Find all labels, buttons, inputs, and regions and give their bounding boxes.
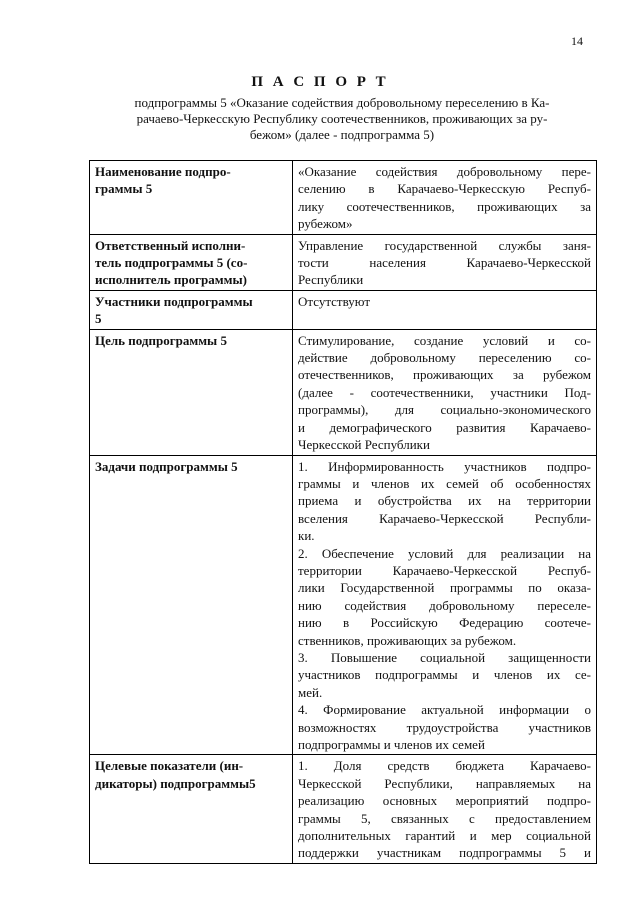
value-paragraph	[298, 757, 591, 861]
value-line: 3. Повышение социальной защищенности	[298, 649, 591, 665]
value-line: лику соотечественников, проживающих за	[298, 198, 591, 214]
value-line: программы), для социально-экономического	[298, 402, 591, 418]
row-label	[90, 329, 293, 455]
value-paragraph	[298, 163, 591, 233]
value-line: и демографического развития Карачаево-	[298, 419, 591, 435]
value-line: приема и обустройства их на территории	[298, 493, 591, 509]
value-line: Отсутствуют	[298, 293, 371, 309]
table-row	[90, 329, 597, 455]
row-value	[293, 161, 597, 235]
value-line: Республики	[298, 272, 364, 288]
value-line: вселения Карачаево-Черкесской Республи-	[298, 510, 591, 526]
label-line: дикаторы) подпрограммы5	[95, 775, 256, 791]
label-line: Целевые показатели (ин-	[95, 758, 244, 774]
value-paragraph	[298, 701, 591, 753]
label-line: 5	[95, 311, 102, 327]
label-line: исполнитель программы)	[95, 272, 247, 288]
row-value	[293, 290, 597, 329]
value-line: Черкесской Республики	[298, 437, 430, 453]
row-value	[293, 234, 597, 290]
value-line: тости населения Карачаево-Черкесской	[298, 255, 591, 271]
row-label	[90, 755, 293, 863]
value-line: возможностях трудоустройства участников	[298, 719, 591, 735]
subtitle-line: рачаево-Черкесскую Республику соотечественников, проживающих за ру-	[136, 111, 548, 126]
table-row	[90, 161, 597, 235]
value-line: нию в Российскую Федерацию соотече-	[298, 615, 591, 631]
value-line: подпрограммы и членов их семей	[298, 737, 485, 752]
label-line: Участники подпрограммы	[95, 293, 253, 309]
value-paragraph	[298, 458, 591, 545]
label-line: Задачи подпрограммы 5	[95, 458, 238, 474]
value-paragraph	[298, 237, 591, 289]
value-line: 2. Обеспечение условий для реализации на	[298, 545, 591, 561]
value-line: ки.	[298, 528, 315, 544]
table-row	[90, 290, 597, 329]
value-line: нию содействия добровольному переселе-	[298, 597, 591, 613]
value-line: поддержки участникам подпрограммы 5 и	[298, 845, 591, 861]
value-line: рубежом»	[298, 216, 353, 232]
value-line: граммы и членов их семей об особенностях	[298, 475, 591, 491]
document-title: П А С П О Р Т	[251, 74, 389, 90]
value-line: лики Государственной программы по оказа-	[298, 580, 591, 596]
label-line: Цель подпрограммы 5	[95, 332, 227, 348]
value-line: отечественников, проживающих за рубежом	[298, 367, 591, 383]
value-line: Черкесской Республики, направляемых на	[298, 775, 591, 791]
value-line: Стимулирование, создание условий и со-	[298, 332, 591, 348]
row-label	[90, 455, 293, 755]
label-line: тель подпрограммы 5 (со-	[95, 255, 248, 271]
row-value	[293, 455, 597, 755]
label-line: граммы 5	[95, 181, 153, 197]
table-row	[90, 234, 597, 290]
passport-table	[89, 160, 597, 864]
value-line: действие добровольному переселению со-	[298, 350, 591, 366]
table-row	[90, 455, 597, 755]
value-paragraph	[298, 332, 591, 454]
row-value	[293, 755, 597, 863]
value-line: дополнительных гарантий и мер социальной	[298, 828, 591, 844]
value-line: Управление государственной службы заня-	[298, 237, 591, 253]
value-line: реализацию основных мероприятий подпро-	[298, 793, 591, 809]
row-label	[90, 234, 293, 290]
value-line: граммы 5, связанных с предоставлением	[298, 810, 591, 826]
value-line: ственников, проживающих за рубежом.	[298, 632, 517, 648]
document-subtitle	[92, 95, 592, 143]
row-label	[90, 290, 293, 329]
label-line: Наименование подпро-	[95, 164, 231, 179]
value-line: 1. Доля средств бюджета Карачаево-	[298, 758, 591, 774]
row-label	[90, 161, 293, 235]
value-line: участников подпрограммы и членов их се-	[298, 667, 591, 683]
row-value	[293, 329, 597, 455]
value-line: мей.	[298, 684, 323, 700]
value-line: 1. Информированность участников подпро-	[298, 458, 591, 474]
value-line: 4. Формирование актуальной информации о	[298, 702, 591, 718]
page-number: 14	[571, 34, 583, 48]
value-line: селению в Карачаево-Черкесскую Респуб-	[298, 181, 591, 197]
table-row	[90, 755, 597, 863]
value-paragraph	[298, 545, 591, 649]
subtitle-line: подпрограммы 5 «Оказание содействия добровольному переселению в Ка-	[134, 95, 550, 110]
value-paragraph	[298, 293, 591, 310]
value-line: территории Карачаево-Черкесской Респуб-	[298, 562, 591, 578]
value-line: «Оказание содействия добровольному пере-	[298, 164, 591, 179]
label-line: Ответственный исполни-	[95, 237, 246, 253]
value-line: (далее - соотечественники, участники Под-	[298, 384, 591, 400]
value-paragraph	[298, 649, 591, 701]
subtitle-line: бежом» (далее - подпрограмма 5)	[249, 127, 435, 142]
